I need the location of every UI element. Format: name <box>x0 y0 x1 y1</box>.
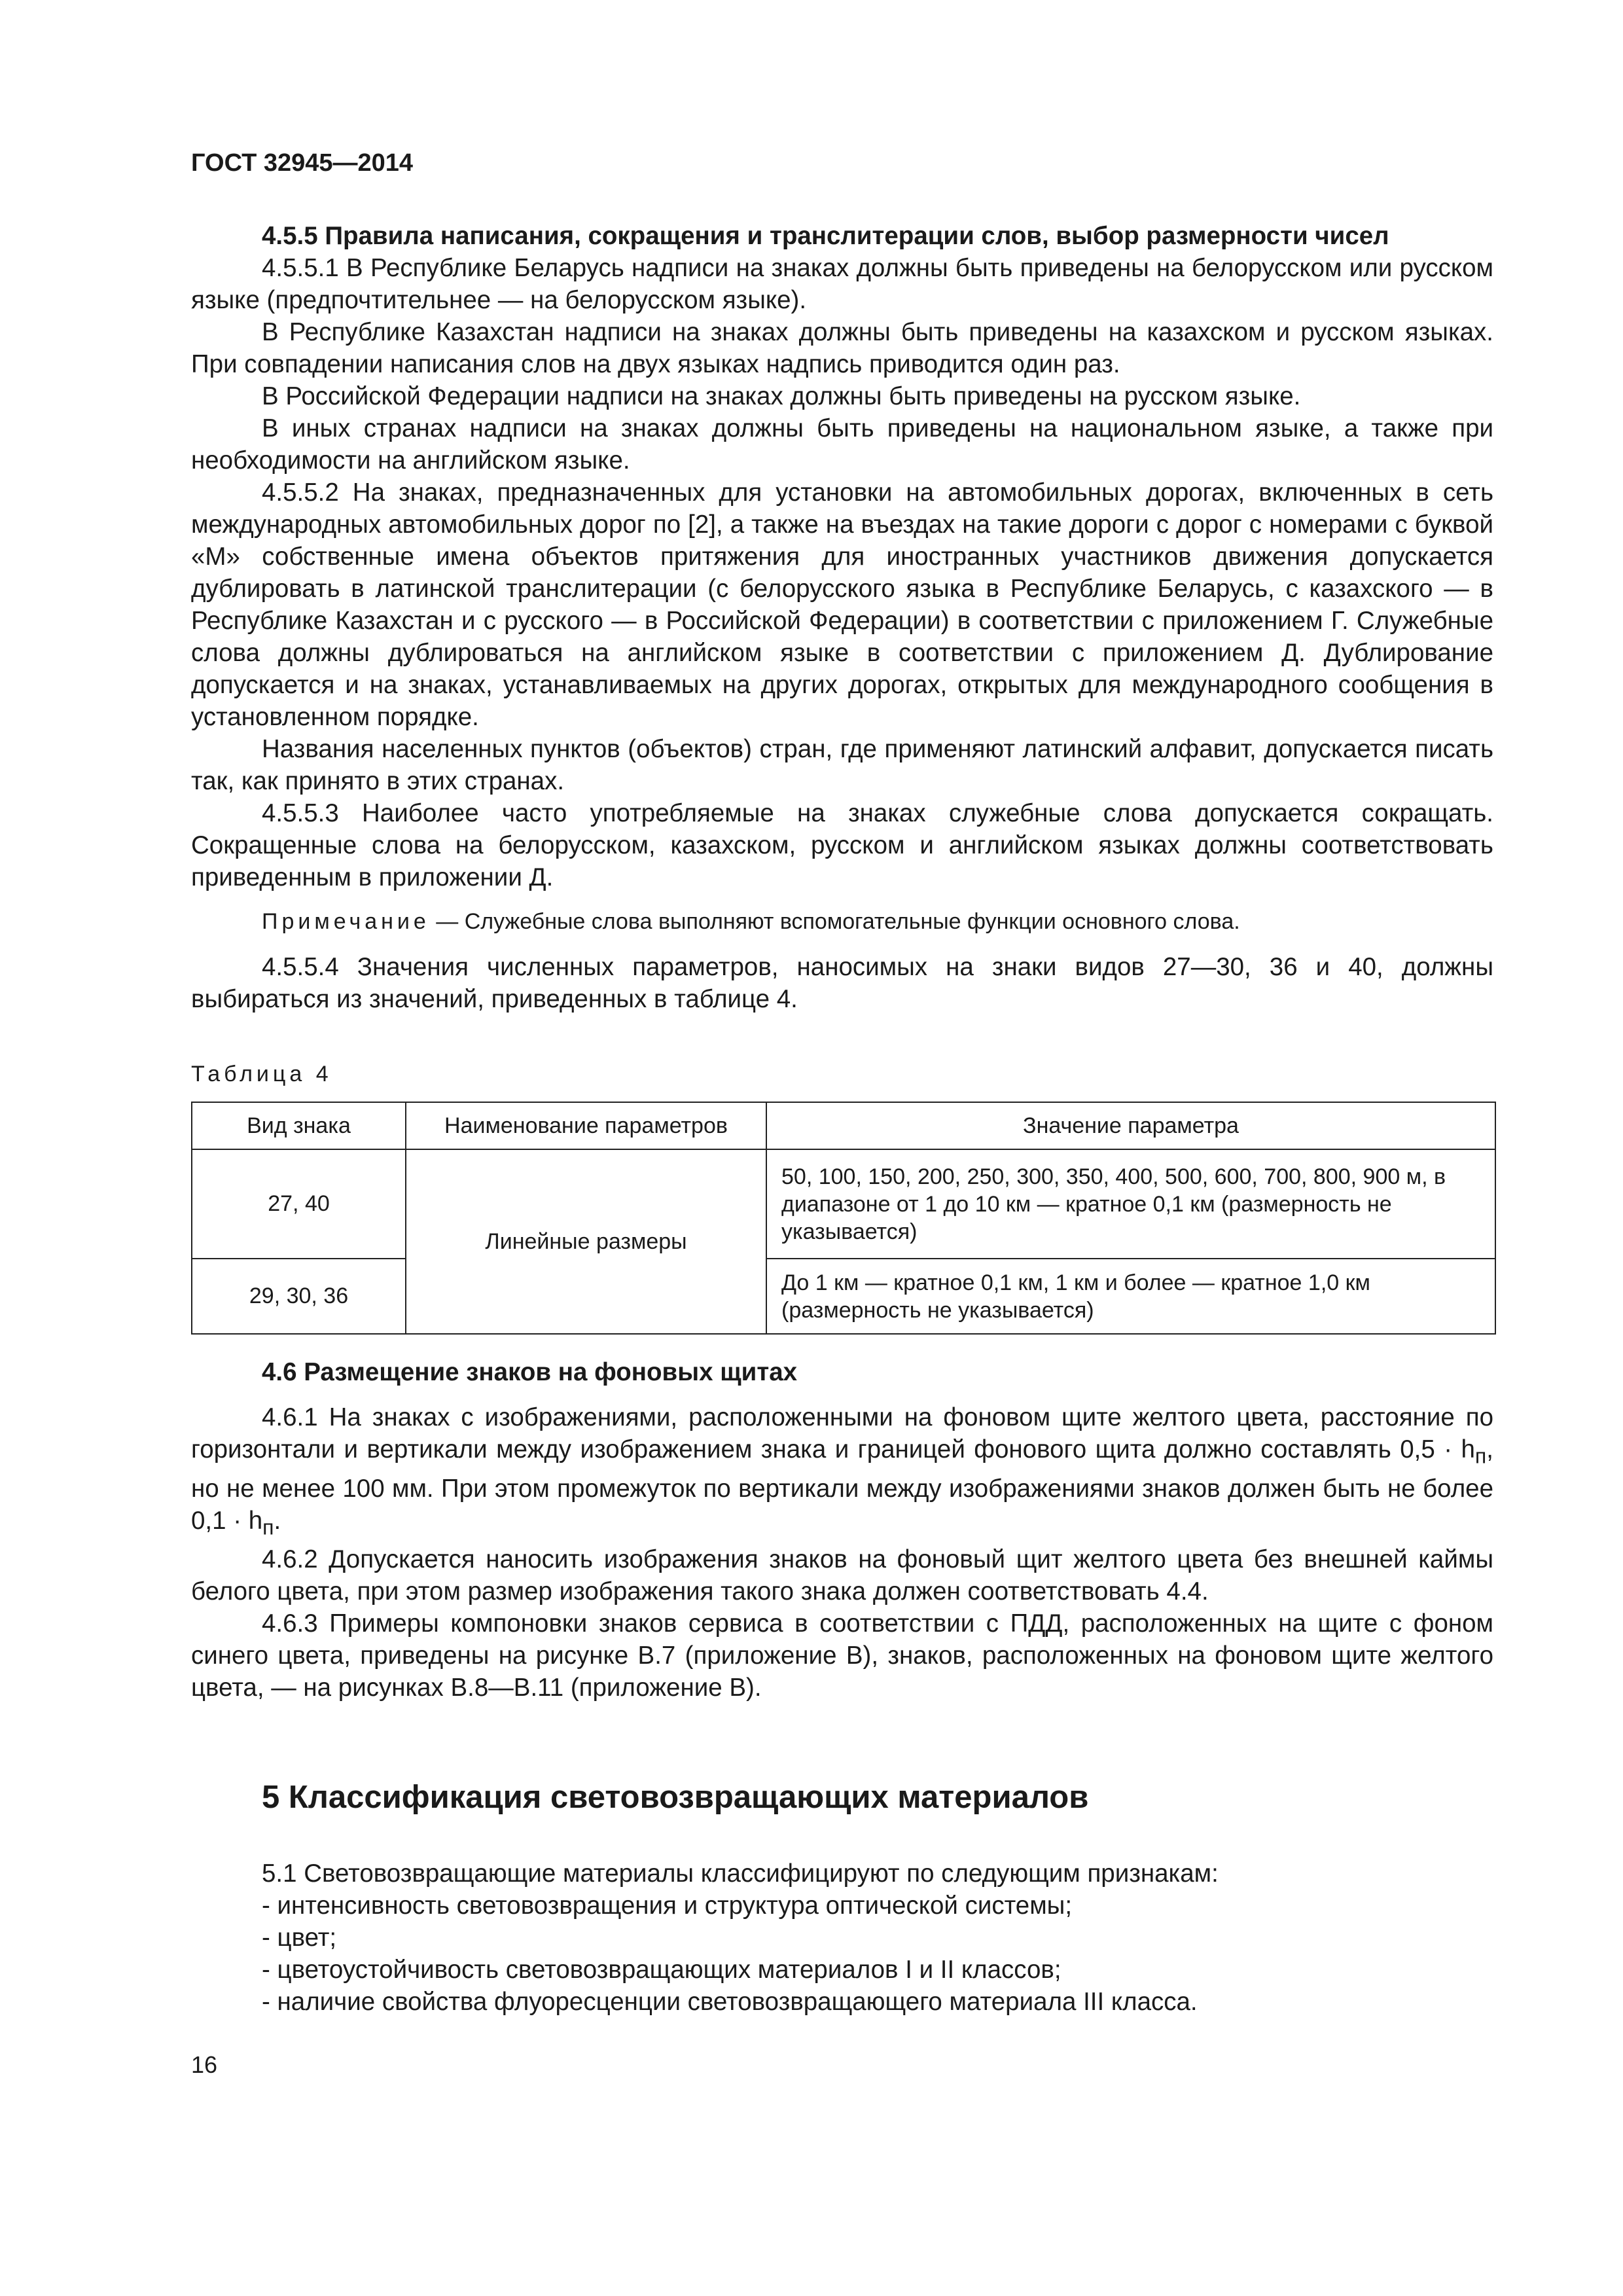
paragraph-4-5-5-3: 4.5.5.3 Наиболее часто употребляемые на знаках служебные слова допускается сокращать. Сокращенные слова на белорусском, казахском, русском и английском языках должны соответствовать приведенным в приложении Д. <box>191 799 1493 891</box>
paragraph-latin-names: Названия населенных пунктов (объектов) стран, где применяют латинский алфавит, допускается писать так, как принято в этих странах. <box>191 735 1493 795</box>
section-4-6 <box>191 1356 1493 1704</box>
section-heading-4-5-5: 4.5.5 Правила написания, сокращения и транслитерации слов, выбор размерности чисел <box>262 222 1389 250</box>
paragraph-4-6-3: 4.6.3 Примеры компоновки знаков сервиса в соответствии с ПДД, расположенных на щите с фоном синего цвета, приведены на рисунке В.7 (приложение В), знаков, расположенных на фоновом щите желтого цвета, — на рисунках В.8—В.11 (приложение В). <box>191 1609 1493 1702</box>
note-label: Примечание <box>262 909 430 934</box>
table-cell-value: До 1 км — кратное 0,1 км, 1 км и более — кратное 1,0 км (размерность не указывается) <box>766 1259 1495 1334</box>
paragraph-4-6-2: 4.6.2 Допускается наносить изображения знаков на фоновый щит желтого цвета без внешней каймы белого цвета, при этом размер изображения такого знака должен соответствовать 4.4. <box>191 1545 1493 1606</box>
list-item: - наличие свойства флуоресценции световозвращающего материала III класса. <box>262 1988 1198 2016</box>
paragraph-4-5-5-1: 4.5.5.1 В Республике Беларусь надписи на знаках должны быть приведены на белорусском или русском языке (предпочтительнее — на белорусском языке). <box>191 254 1493 314</box>
table-4 <box>191 1102 1496 1335</box>
table-header-row <box>192 1102 1495 1149</box>
paragraph-kazakhstan: В Республике Казахстан надписи на знаках должны быть приведены на казахском и русском языках. При совпадении написания слов на двух языках надпись приводится один раз. <box>191 318 1493 378</box>
paragraph-4-6-1 <box>191 1401 1493 1543</box>
note-text: — Служебные слова выполняют вспомогательные функции основного слова. <box>429 909 1240 934</box>
paragraph-4-5-5-4: 4.5.5.4 Значения численных параметров, наносимых на знаки видов 27—30, 36 и 40, должны выбираться из значений, приведенных в таблице 4. <box>191 953 1493 1013</box>
paragraph-4-5-5-2: 4.5.5.2 На знаках, предназначенных для установки на автомобильных дорогах, включенных в сеть международных автомобильных дорог по [2], а также на въездах на такие дороги с дорог с номерами с буквой «М» собственные имена объектов притяжения для иностранных участников движения допускается дублировать в латинской транслитерации (с белорусского языка в Республике Беларусь, с казахского — в Республике Казахстан и с русского — в Российской Федерации) в соответствии с приложением Г. Служебные слова должны дублироваться на английском языке в соответствии с приложением Д. Дублирование допускается и на знаках, устанавливаемых на других дорогах, открытых для международного сообщения в установленном порядке. <box>191 478 1493 731</box>
note <box>191 906 1493 937</box>
paragraph-4-6-1-text-c: . <box>274 1506 281 1535</box>
table-header-cell: Значение параметра <box>766 1102 1495 1149</box>
list-item: - интенсивность световозвращения и структура оптической системы; <box>262 1892 1073 1920</box>
section-heading-5: 5 Классификация световозвращающих материалов <box>262 1780 1089 1815</box>
table-header-cell: Вид знака <box>192 1102 406 1149</box>
page-number: 16 <box>191 2051 218 2078</box>
paragraph-4-6-1-text-b: , но не менее 100 мм. При этом промежуток по вертикали между изображениями знаков должен быть не более 0,1 · h <box>191 1435 1493 1535</box>
table-cell-parameter-name: Линейные размеры <box>406 1149 766 1334</box>
table-cell-sign-type: 27, 40 <box>192 1149 406 1259</box>
paragraph-russia: В Российской Федерации надписи на знаках должны быть приведены на русском языке. <box>262 382 1301 410</box>
table-cell-value: 50, 100, 150, 200, 250, 300, 350, 400, 500, 600, 700, 800, 900 м, в диапазоне от 1 до 10 км — кратное 0,1 км (размерность не указывается) <box>766 1149 1495 1259</box>
paragraph-4-6-1-text-a: 4.6.1 На знаках с изображениями, расположенными на фоновом щите желтого цвета, расстояние по горизонтали и вертикали между изображением знака и границей фонового щита должно составлять 0,5 · h <box>191 1403 1493 1463</box>
list-item: - цвет; <box>262 1924 337 1952</box>
section-heading-4-6: 4.6 Размещение знаков на фоновых щитах <box>262 1358 798 1386</box>
table-cell-sign-type: 29, 30, 36 <box>192 1259 406 1334</box>
section-4-5-5 <box>191 220 1493 1015</box>
paragraph-other-countries: В иных странах надписи на знаках должны быть приведены на национальном языке, а также при необходимости на английском языке. <box>191 414 1493 475</box>
table-row <box>192 1149 1495 1259</box>
table-header-cell: Наименование параметров <box>406 1102 766 1149</box>
table-caption: Таблица 4 <box>191 1062 332 1086</box>
subscript: п <box>1474 1444 1487 1468</box>
section-5-list <box>262 1857 1492 2018</box>
subscript: п <box>262 1515 274 1539</box>
document-header: ГОСТ 32945—2014 <box>191 149 414 177</box>
table-row <box>192 1259 1495 1334</box>
paragraph-5-1: 5.1 Световозвращающие материалы классифицируют по следующим признакам: <box>262 1859 1219 1888</box>
list-item: - цветоустойчивость световозвращающих материалов I и II классов; <box>262 1956 1061 1984</box>
